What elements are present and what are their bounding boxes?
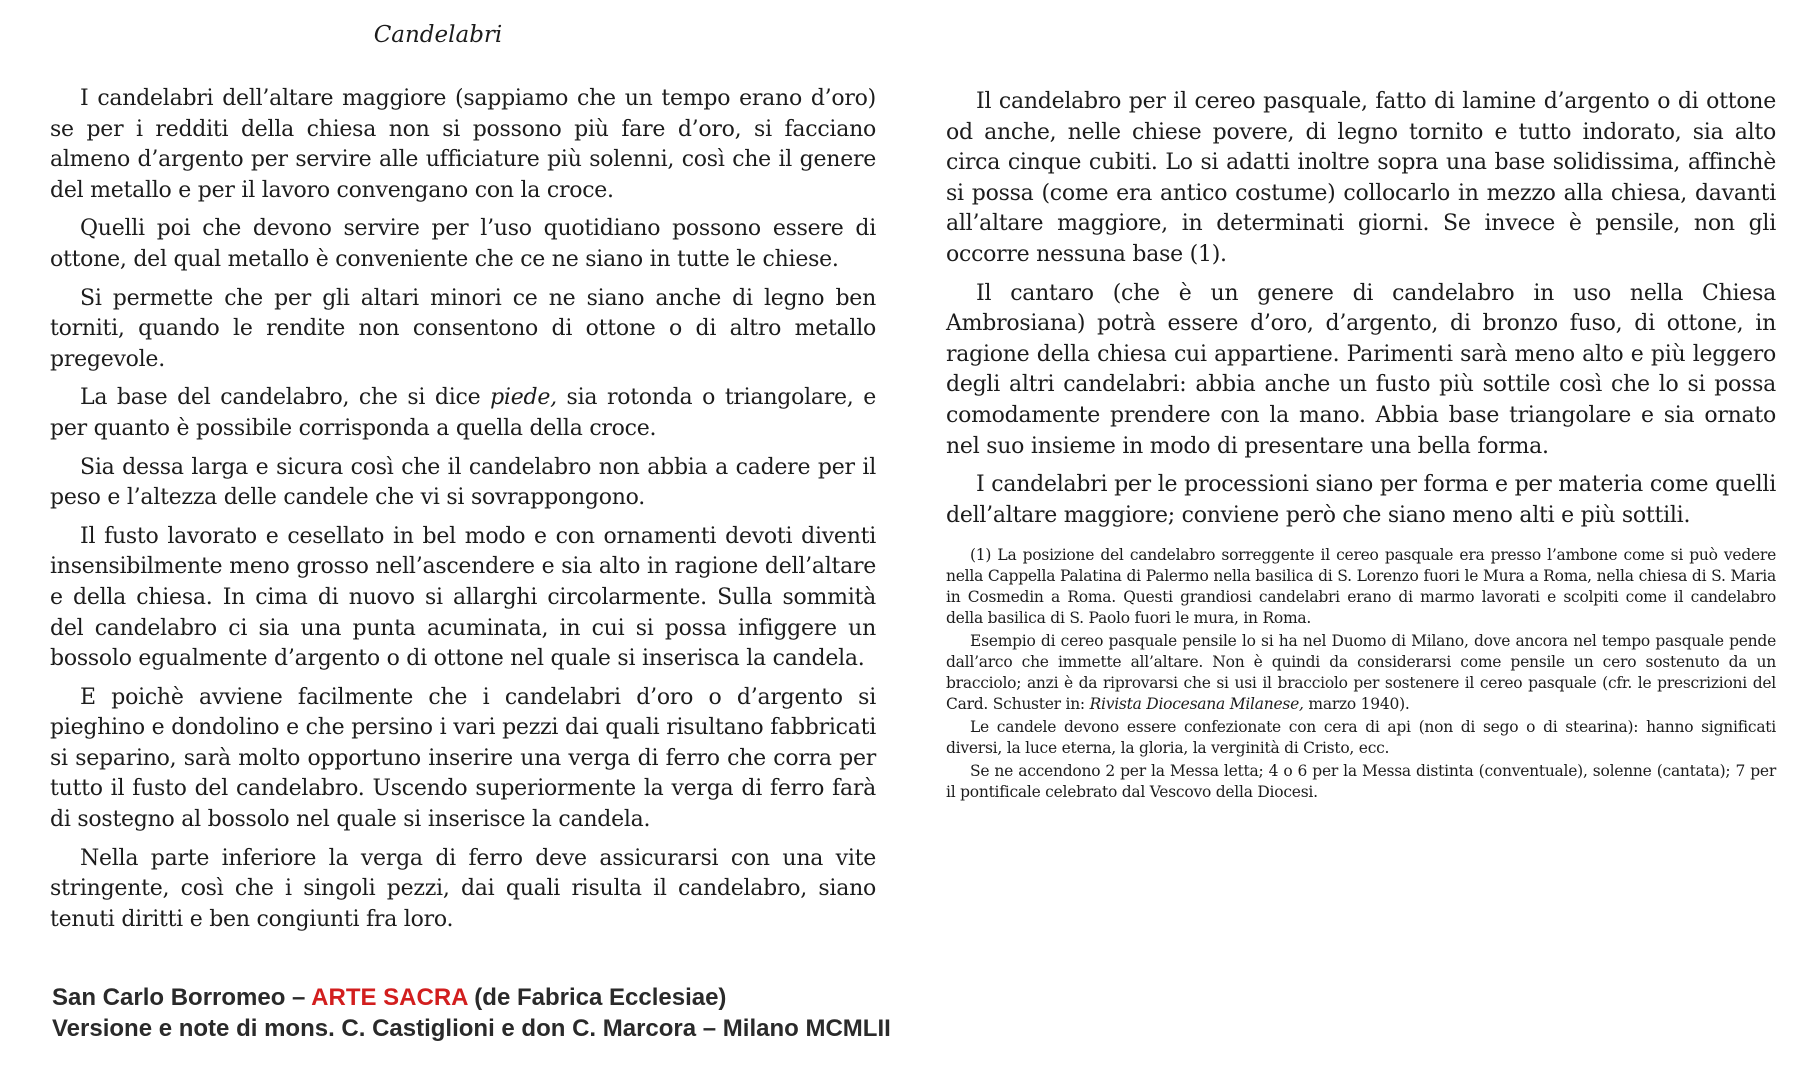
- text-run: sia rotonda o triangolare, e per quanto è possibile corrisponda a quella della croce.: [50, 385, 876, 441]
- paragraph: Nella parte inferiore la verga di ferro deve assicurarsi con una vite stringente, così che i singoli pezzi, dai quali risulta il candelabro, siano tenuti diritti e ben congiunti fra loro.: [50, 845, 876, 932]
- caption-highlight: ARTE SACRA: [311, 984, 468, 1011]
- paragraph: E poichè avviene facilmente che i candelabri d’oro o d’argento si pieghino e dondolino e che persino i vari pezzi dai quali risultano fabbricati si separino, sarà molto opportuno inserire una verga di ferro che corra per tutto il fusto del candelabro. Uscendo superiormente la verga di ferro farà di sostegno al bossolo nel quale si inserisce la candela.: [50, 684, 876, 833]
- paragraph: Il fusto lavorato e cesellato in bel modo e con ornamenti devoti diventi insensibilmente meno grosso nell’ascendere e sia alto in ragione dell’altare e della chiesa. In cima di nuovo si allarghi circolarmente. Sulla sommità del candelabro ci sia una punta acuminata, in cui si possa infiggere un bossolo egualmente d’argento o di ottone nel quale si inserisca la candela.: [50, 523, 876, 672]
- italic-term: piede,: [490, 385, 557, 411]
- paragraph: Si permette che per gli altari minori ce ne siano anche di legno ben torniti, quando le rendite non consentono di ottone o di altro metallo pregevole.: [50, 285, 876, 372]
- right-column: [946, 87, 1776, 805]
- paragraph-base: [50, 383, 876, 444]
- source-caption: [52, 982, 891, 1044]
- italic-citation: Rivista Diocesana Milanese,: [1089, 695, 1304, 714]
- paragraph: I candelabri dell’altare maggiore (sappiamo che un tempo erano d’oro) se per i redditi della chiesa non si possono più fare d’oro, si facciano almeno d’argento per servire alle ufficiature più solenni, così che il genere del metallo e per il lavoro convengano con la croce.: [50, 86, 876, 203]
- caption-subtitle: (de Fabrica Ecclesiae): [467, 984, 727, 1011]
- paragraph: Quelli poi che devono servire per l’uso quotidiano possono essere di ottone, del qual metallo è conveniente che ce ne siano in tutte le chiese.: [50, 216, 876, 272]
- text-run: La base del candelabro, che si dice: [80, 385, 491, 411]
- text-run: Esempio di cereo pasquale pensile lo si ha nel Duomo di Milano, dove ancora nel tempo pasquale pende dall’arco che immette all’altare. Non è quindi da considerarsi come pensile un cero sostenuto da un bracciolo; anzi è da riprovarsi che si usi il bracciolo per sostenere il cereo pasquale (cfr. le prescrizioni del Card. Schuster in:: [946, 632, 1776, 714]
- caption-line-1: [52, 982, 891, 1013]
- paragraph: I candelabri per le processioni siano per forma e per materia come quelli dell’altare maggiore; conviene però che siano meno alti e più sottili.: [946, 472, 1776, 528]
- text-run: marzo 1940).: [1303, 695, 1410, 714]
- footnote: Se ne accendono 2 per la Messa letta; 4 o 6 per la Messa distinta (conventuale), solenne (cantata); 7 per il pontificale celebrato dal Vescovo della Diocesi.: [946, 762, 1776, 802]
- paragraph: Il candelabro per il cereo pasquale, fatto di lamine d’argento o di ottone od anche, nelle chiese povere, di legno tornito e tutto indorato, sia alto circa cinque cubiti. Lo si adatti inoltre sopra una base solidissima, affinchè si possa (come era antico costume) collocarlo in mezzo alla chiesa, davanti all’altare maggiore, in determinati giorni. Se invece è pensile, non gli occorre nessuna base (1).: [946, 89, 1776, 267]
- left-column: [50, 84, 876, 943]
- caption-author: San Carlo Borromeo –: [52, 984, 312, 1011]
- page-title: Candelabri: [373, 22, 503, 48]
- footnote: (1) La posizione del candelabro sorreggente il cereo pasquale era presso l’ambone come si può vedere nella Cappella Palatina di Palermo nella basilica di S. Lorenzo fuori le Mura a Roma, nella chiesa di S. Maria in Cosmedin a Roma. Questi grandiosi candelabri erano di marmo lavorati e scolpiti come il candelabro della basilica di S. Paolo fuori le mura, in Roma.: [946, 546, 1776, 628]
- footnote: Le candele devono essere confezionate con cera di api (non di sego o di stearina): hanno significati diversi, la luce eterna, la gloria, la verginità di Cristo, ecc.: [946, 718, 1776, 758]
- footnote: [946, 631, 1776, 715]
- caption-line-2: Versione e note di mons. C. Castiglioni e don C. Marcora – Milano MCMLII: [52, 1015, 891, 1042]
- paragraph: Il cantaro (che è un genere di candelabro in uso nella Chiesa Ambrosiana) potrà essere d’oro, d’argento, di bronzo fuso, di ottone, in ragione della chiesa cui appartiene. Parimenti sarà meno alto e più leggero degli altri candelabri: abbia anche un fusto più sottile così che lo si possa comodamente prendere con la mano. Abbia base triangolare e sia ornato nel suo insieme in modo di presentare una bella forma.: [946, 280, 1776, 459]
- footnotes: [946, 545, 1776, 803]
- paragraph: Sia dessa larga e sicura così che il candelabro non abbia a cadere per il peso e l’altezza delle candele che vi si sovrappongono.: [50, 454, 876, 511]
